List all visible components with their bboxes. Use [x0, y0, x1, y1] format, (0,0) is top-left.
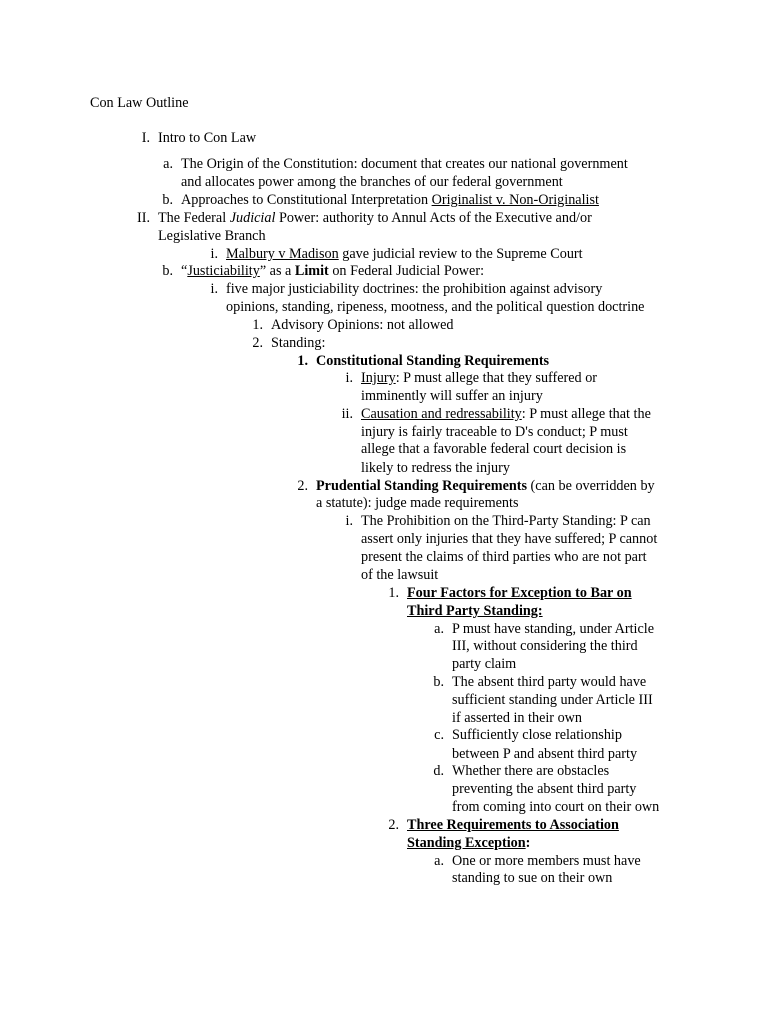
text-run: Constitutional Standing Requirements — [316, 353, 550, 369]
text-run: The Prohibition on the Third-Party Standing: P can — [361, 513, 651, 529]
outline-line — [0, 352, 768, 370]
text-run: Limit — [294, 263, 329, 279]
outline-line — [0, 548, 768, 566]
text-run: ” as a — [259, 263, 295, 279]
document-title — [0, 94, 768, 112]
text-run: standing to sue on their own — [452, 870, 613, 886]
outline-text — [181, 155, 628, 173]
text-run: of the lawsuit — [361, 567, 439, 583]
outline-line — [0, 512, 768, 530]
text-run: The Federal — [158, 210, 230, 226]
text-run: Four Factors for Exception to Bar on — [407, 585, 632, 601]
outline-line — [0, 494, 768, 512]
outline-marker: b. — [162, 263, 173, 279]
text-run: Originalist v. Non-Originalist — [431, 192, 599, 208]
outline-line — [0, 173, 768, 191]
text-run: Third Party Standing: — [407, 603, 543, 619]
text-run: from coming into court on their own — [452, 799, 660, 815]
outline-line — [0, 423, 768, 441]
outline-text — [271, 316, 453, 334]
outline-line — [0, 191, 768, 209]
outline-line — [0, 762, 768, 780]
text-run: and allocates power among the branches of our federal government — [181, 174, 563, 190]
outline-marker: 2. — [388, 817, 399, 833]
outline-text — [452, 869, 612, 887]
outline-marker: i. — [210, 281, 218, 297]
outline-marker: 1. — [252, 317, 263, 333]
outline-line — [0, 834, 768, 852]
outline-line — [0, 530, 768, 548]
outline-line — [0, 227, 768, 245]
outline-line — [0, 334, 768, 352]
outline-line — [0, 440, 768, 458]
outline-line — [0, 129, 768, 147]
text-run: party claim — [452, 656, 517, 672]
text-run: Injury — [361, 370, 396, 386]
text-run: P must have standing, under Article — [452, 621, 655, 637]
outline-text — [181, 262, 484, 280]
outline-text — [452, 780, 636, 798]
outline-line — [0, 566, 768, 584]
outline-marker: 2. — [297, 478, 308, 494]
outline-marker: d. — [433, 763, 444, 779]
text-run: Malbury v Madison — [226, 246, 339, 262]
text-run: gave judicial review to the Supreme Court — [338, 246, 583, 262]
text-run: between P and absent third party — [452, 746, 638, 762]
outline-line — [0, 262, 768, 280]
outline-line — [0, 316, 768, 334]
outline-text — [452, 637, 638, 655]
text-run: : P must allege that the — [521, 406, 651, 422]
outline-text — [452, 726, 622, 744]
text-run: allege that a favorable federal court decision is — [361, 441, 627, 457]
text-run: “ — [181, 263, 188, 279]
outline-text — [407, 584, 632, 602]
outline-marker: II. — [137, 210, 150, 226]
outline-line — [0, 816, 768, 834]
outline-line — [0, 869, 768, 887]
text-run: opinions, standing, ripeness, mootness, and the political question doctrine — [226, 299, 645, 315]
outline-text — [361, 369, 597, 387]
outline-text — [452, 673, 646, 691]
outline-line — [0, 155, 768, 173]
outline-line — [0, 459, 768, 477]
text-run: Standing: — [271, 335, 326, 351]
outline-text — [452, 655, 516, 673]
outline-text — [452, 852, 641, 870]
outline-line — [0, 245, 768, 263]
outline-text — [271, 334, 325, 352]
outline-line — [0, 477, 768, 495]
outline-text — [226, 280, 602, 298]
outline-text — [361, 440, 626, 458]
outline-text — [407, 602, 543, 620]
text-run: Prudential Standing Requirements — [316, 478, 527, 494]
outline-line — [0, 745, 768, 763]
text-run: Standing Exception — [407, 835, 526, 851]
outline-line — [0, 709, 768, 727]
text-run: likely to redress the injury — [361, 460, 510, 476]
outline-line — [0, 602, 768, 620]
outline-line — [0, 280, 768, 298]
outline-text — [407, 816, 619, 834]
outline-text — [361, 387, 543, 405]
outline-text — [181, 191, 599, 209]
outline-text — [361, 512, 651, 530]
text-run: on Federal Judicial Power: — [328, 263, 485, 279]
outline-text — [316, 352, 549, 370]
text-run: preventing the absent third party — [452, 781, 637, 797]
outline-marker: a. — [434, 621, 444, 637]
outline-line — [0, 852, 768, 870]
text-run: (can be overridden by — [527, 478, 655, 494]
outline-marker: i. — [345, 513, 353, 529]
text-run: five major justiciability doctrines: the prohibition against advisory — [226, 281, 603, 297]
outline-text — [361, 566, 438, 584]
outline-text — [361, 459, 510, 477]
outline-marker: 1. — [297, 353, 308, 369]
outline-line — [0, 780, 768, 798]
outline-text — [407, 834, 530, 852]
outline-text — [452, 798, 659, 816]
text-run: Justiciability — [187, 263, 260, 279]
text-run: imminently will suffer an injury — [361, 388, 543, 404]
outline-line — [0, 637, 768, 655]
outline-text — [361, 423, 628, 441]
text-run: a statute): judge made requirements — [316, 495, 519, 511]
text-run: Whether there are obstacles — [452, 763, 610, 779]
outline-marker: I. — [141, 130, 150, 146]
outline-line — [0, 369, 768, 387]
outline-line — [0, 691, 768, 709]
text-run: Three Requirements to Association — [407, 817, 619, 833]
outline-text — [452, 620, 654, 638]
outline-marker: c. — [434, 727, 444, 743]
outline-line — [0, 387, 768, 405]
text-run: The Origin of the Constitution: document that creates our national government — [181, 156, 628, 172]
text-run: present the claims of third parties who are not part — [361, 549, 647, 565]
text-run: Sufficiently close relationship — [452, 727, 622, 743]
outline-line — [0, 726, 768, 744]
outline-text — [158, 129, 256, 147]
outline-text — [452, 762, 609, 780]
outline-marker: a. — [163, 156, 173, 172]
outline-text — [452, 691, 653, 709]
outline-text — [452, 745, 637, 763]
outline-line — [0, 655, 768, 673]
text-run: : P must allege that they suffered or — [395, 370, 598, 386]
outline-line — [0, 298, 768, 316]
outline-text — [181, 173, 563, 191]
text-run: Causation and redressability — [361, 406, 522, 422]
outline-text — [158, 209, 592, 227]
text-run: One or more members must have — [452, 853, 641, 869]
outline-line — [0, 798, 768, 816]
outline-text — [361, 548, 647, 566]
document-title-text: Con Law Outline — [90, 95, 189, 111]
outline-line — [0, 584, 768, 602]
outline-marker: b. — [433, 674, 444, 690]
outline-marker: 2. — [252, 335, 263, 351]
text-run: Intro to Con Law — [158, 130, 257, 146]
outline-text — [361, 405, 651, 423]
outline-text — [361, 530, 657, 548]
text-run: assert only injuries that they have suffered; P cannot — [361, 531, 658, 547]
outline-line — [0, 673, 768, 691]
text-run: : — [525, 835, 531, 851]
outline-text — [226, 245, 583, 263]
text-run: if asserted in their own — [452, 710, 583, 726]
outline-marker: ii. — [341, 406, 353, 422]
text-run: Judicial — [229, 210, 276, 226]
text-run: Power: authority to Annul Acts of the Executive and/or — [275, 210, 592, 226]
outline-marker: b. — [162, 192, 173, 208]
outline-marker: i. — [210, 246, 218, 262]
text-run: III, without considering the third — [452, 638, 638, 654]
text-run: sufficient standing under Article III — [452, 692, 653, 708]
outline-text — [226, 298, 644, 316]
outline-text — [452, 709, 582, 727]
outline-marker: 1. — [388, 585, 399, 601]
text-run: The absent third party would have — [452, 674, 647, 690]
text-run: Advisory Opinions: not allowed — [271, 317, 454, 333]
text-run: Legislative Branch — [158, 228, 266, 244]
outline-marker: i. — [345, 370, 353, 386]
text-run: Approaches to Constitutional Interpretation — [181, 192, 432, 208]
outline-line — [0, 620, 768, 638]
outline-line — [0, 209, 768, 227]
outline-text — [316, 494, 519, 512]
outline-marker: a. — [434, 853, 444, 869]
outline-text — [158, 227, 266, 245]
outline-line — [0, 405, 768, 423]
text-run: injury is fairly traceable to D's conduct; P must — [361, 424, 628, 440]
outline-text — [316, 477, 655, 495]
